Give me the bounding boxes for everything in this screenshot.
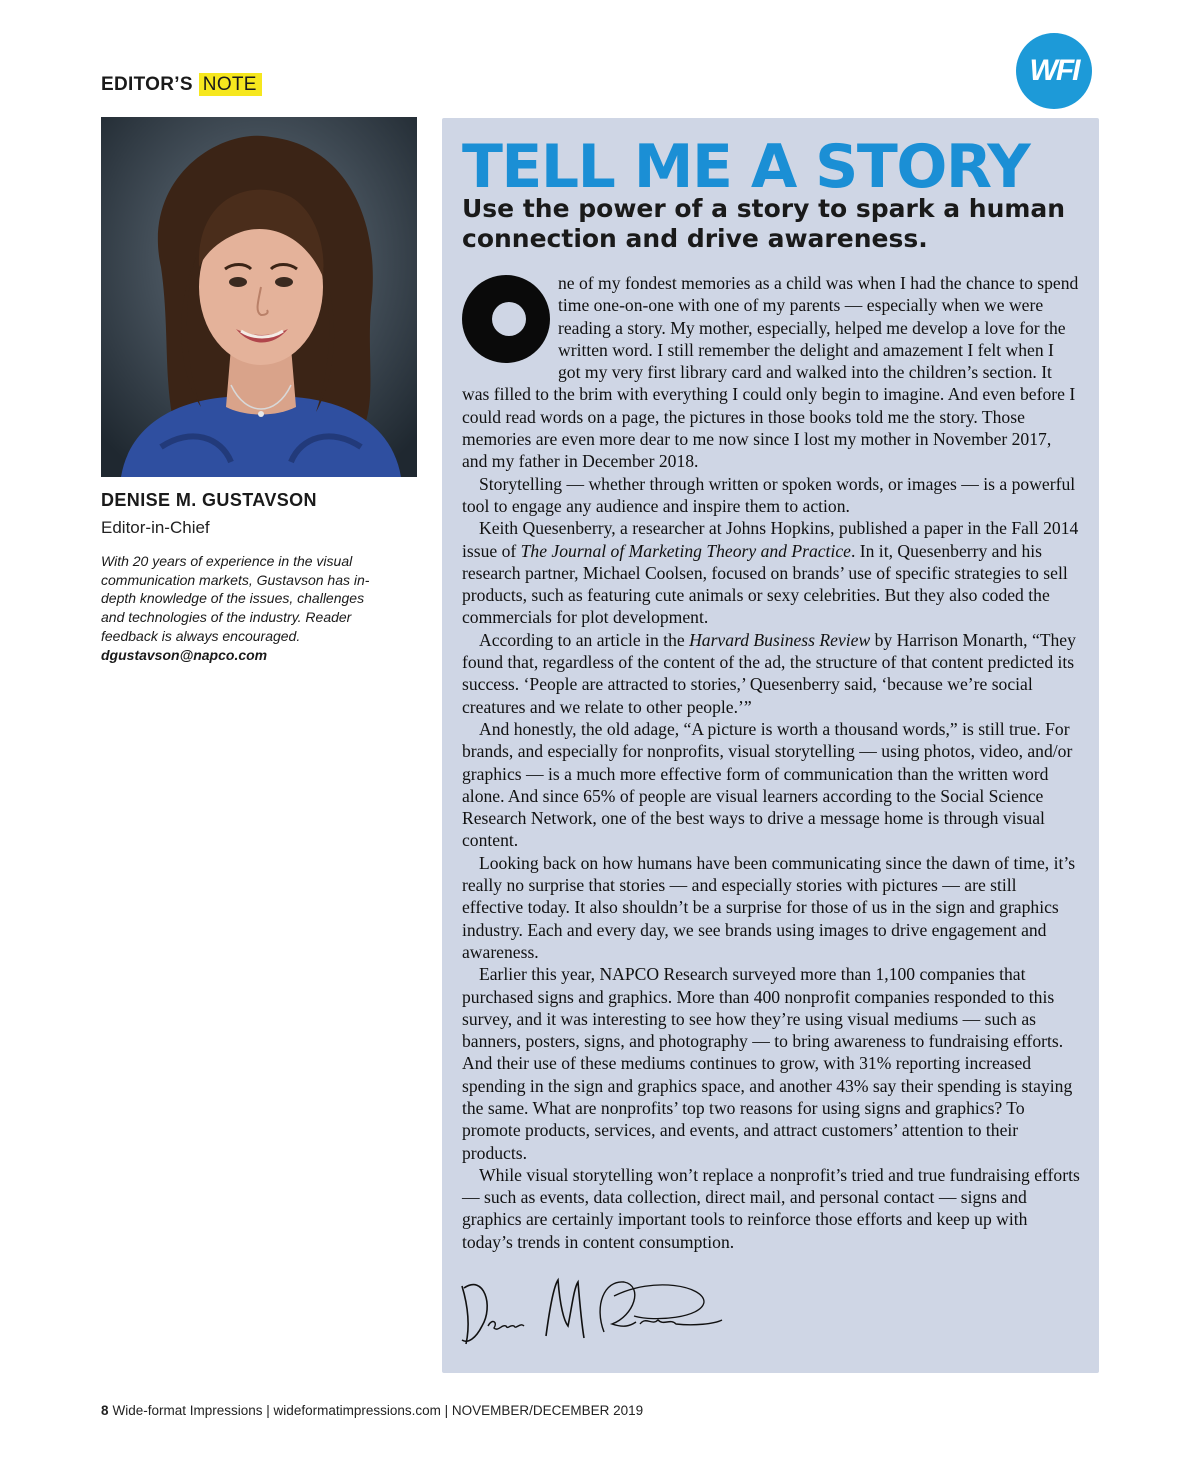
author-bio — [101, 552, 391, 664]
portrait-illustration — [101, 117, 417, 477]
journal-title: The Journal of Marketing Theory and Practice — [520, 540, 851, 561]
publication-title: Harvard Business Review — [689, 629, 871, 650]
article-body — [462, 272, 1080, 1253]
section-label — [101, 74, 262, 96]
paragraph-3-before: Keith Quesenberry, a researcher at Johns Hopkins, published a paper in the Fall 2014 issue of — [462, 518, 1079, 561]
author-email-link[interactable]: dgustavson@napco.com — [101, 646, 268, 663]
author-title: Editor-in-Chief — [101, 518, 210, 537]
paragraph-3 — [462, 517, 1080, 628]
paragraph-8: While visual storytelling won’t replace a nonprofit’s tried and true fundraising efforts — such as events, data collection, direct mail, and personal contact — signs and graphics are certainly important tools to reinforce those efforts and keep up with today’s trends in content consumption. — [462, 1164, 1080, 1252]
author-bio-text: With 20 years of experience in the visual communication markets, Gustavson has in-depth knowledge of the issues, challenges and technologies of the industry. Reader feedback is always encouraged. — [101, 553, 370, 644]
article-subhead: Use the power of a story to spark a human connection and drive awareness. — [462, 194, 1066, 253]
paragraph-7: Earlier this year, NAPCO Research surveyed more than 1,100 companies that purchased signs and graphics. More than 400 nonprofit companies responded to this survey, and it was interesting to see how they’re using visual mediums — such as banners, posters, signs, and photography — to bring awareness to fundraising efforts. And their use of these mediums continues to grow, with 31% reporting increased spending in the sign and graphics space, and another 43% say their spending is staying the same. What are nonprofits’ top two reasons for using signs and graphics? To promote products, services, and events, and attract customers’ attention to their products. — [462, 964, 1073, 1163]
article-panel — [442, 118, 1099, 1373]
paragraph-1-text: ne of my fondest memories as a child was when I had the chance to spend time one-on-one with one of my parents — especially when we were reading a story. My mother, especially, helped me develop a love for the written word. I still remember the delight and amazement I felt when I got my very first library card and walked into the children’s section. It was filled to the brim with everything I could only begin to imagine. And even before I could read words on a page, the pictures in those books told me the story. Those memories are even more dear to me now since I lost my mother in November 2017, and my father in December 2018. — [462, 273, 1079, 472]
paragraph-2: Storytelling — whether through written or spoken words, or images — is a powerful tool to engage any audience and inspire them to action. — [462, 473, 1076, 516]
logo-text: WFI — [1029, 54, 1079, 87]
paragraph-3-after: . In it, Quesenberry and his research partner, Michael Coolsen, focused on brands’ use of specific strategies to sell products, such as featuring cute animals or sexy celebrities. But they also coded the commercials for plot development. — [462, 540, 1068, 628]
paragraph-6: Looking back on how humans have been communicating since the dawn of time, it’s really no surprise that stories — and especially stories with pictures — are still effective today. It also shouldn’t be a surprise for those of us in the sign and graphics industry. Each and every day, we see brands using images to drive engagement and awareness. — [462, 852, 1076, 962]
author-name: DENISE M. GUSTAVSON — [101, 490, 317, 510]
drop-cap-o-glyph — [462, 275, 550, 363]
paragraph-4-before: According to an article in the — [479, 629, 690, 650]
footer-text: Wide-format Impressions | wideformatimpressions.com | NOVEMBER/DECEMBER 2019 — [112, 1403, 644, 1418]
paragraph-5: And honestly, the old adage, “A picture is worth a thousand words,” is still true. For brands, and especially for nonprofits, visual storytelling — using photos, video, and/or graphics — is a much more effective form of communication than the written word alone. And since 65% of people are visual learners according to the Social Science Research Network, one of the best ways to drive a message home is through visual content. — [462, 718, 1073, 851]
drop-cap — [462, 275, 550, 363]
page-number: 8 — [101, 1403, 109, 1418]
paragraph-1 — [462, 272, 1080, 473]
author-photo — [101, 117, 417, 477]
paragraph-4-after: by Harrison Monarth, “They found that, regardless of the content of the ad, the structure of that content predicted its success. ‘People are attracted to stories,’ Quesenberry said, ‘because we’re social creatures and we relate to other people.’” — [462, 629, 1076, 717]
section-label-bold: EDITOR’S — [101, 74, 193, 95]
section-label-highlight: NOTE — [199, 73, 262, 96]
page-footer — [101, 1403, 643, 1418]
editor-signature — [454, 1266, 724, 1356]
article-headline: TELL ME A STORY — [462, 132, 1030, 202]
magazine-logo — [1016, 33, 1092, 109]
paragraph-4 — [462, 629, 1080, 718]
